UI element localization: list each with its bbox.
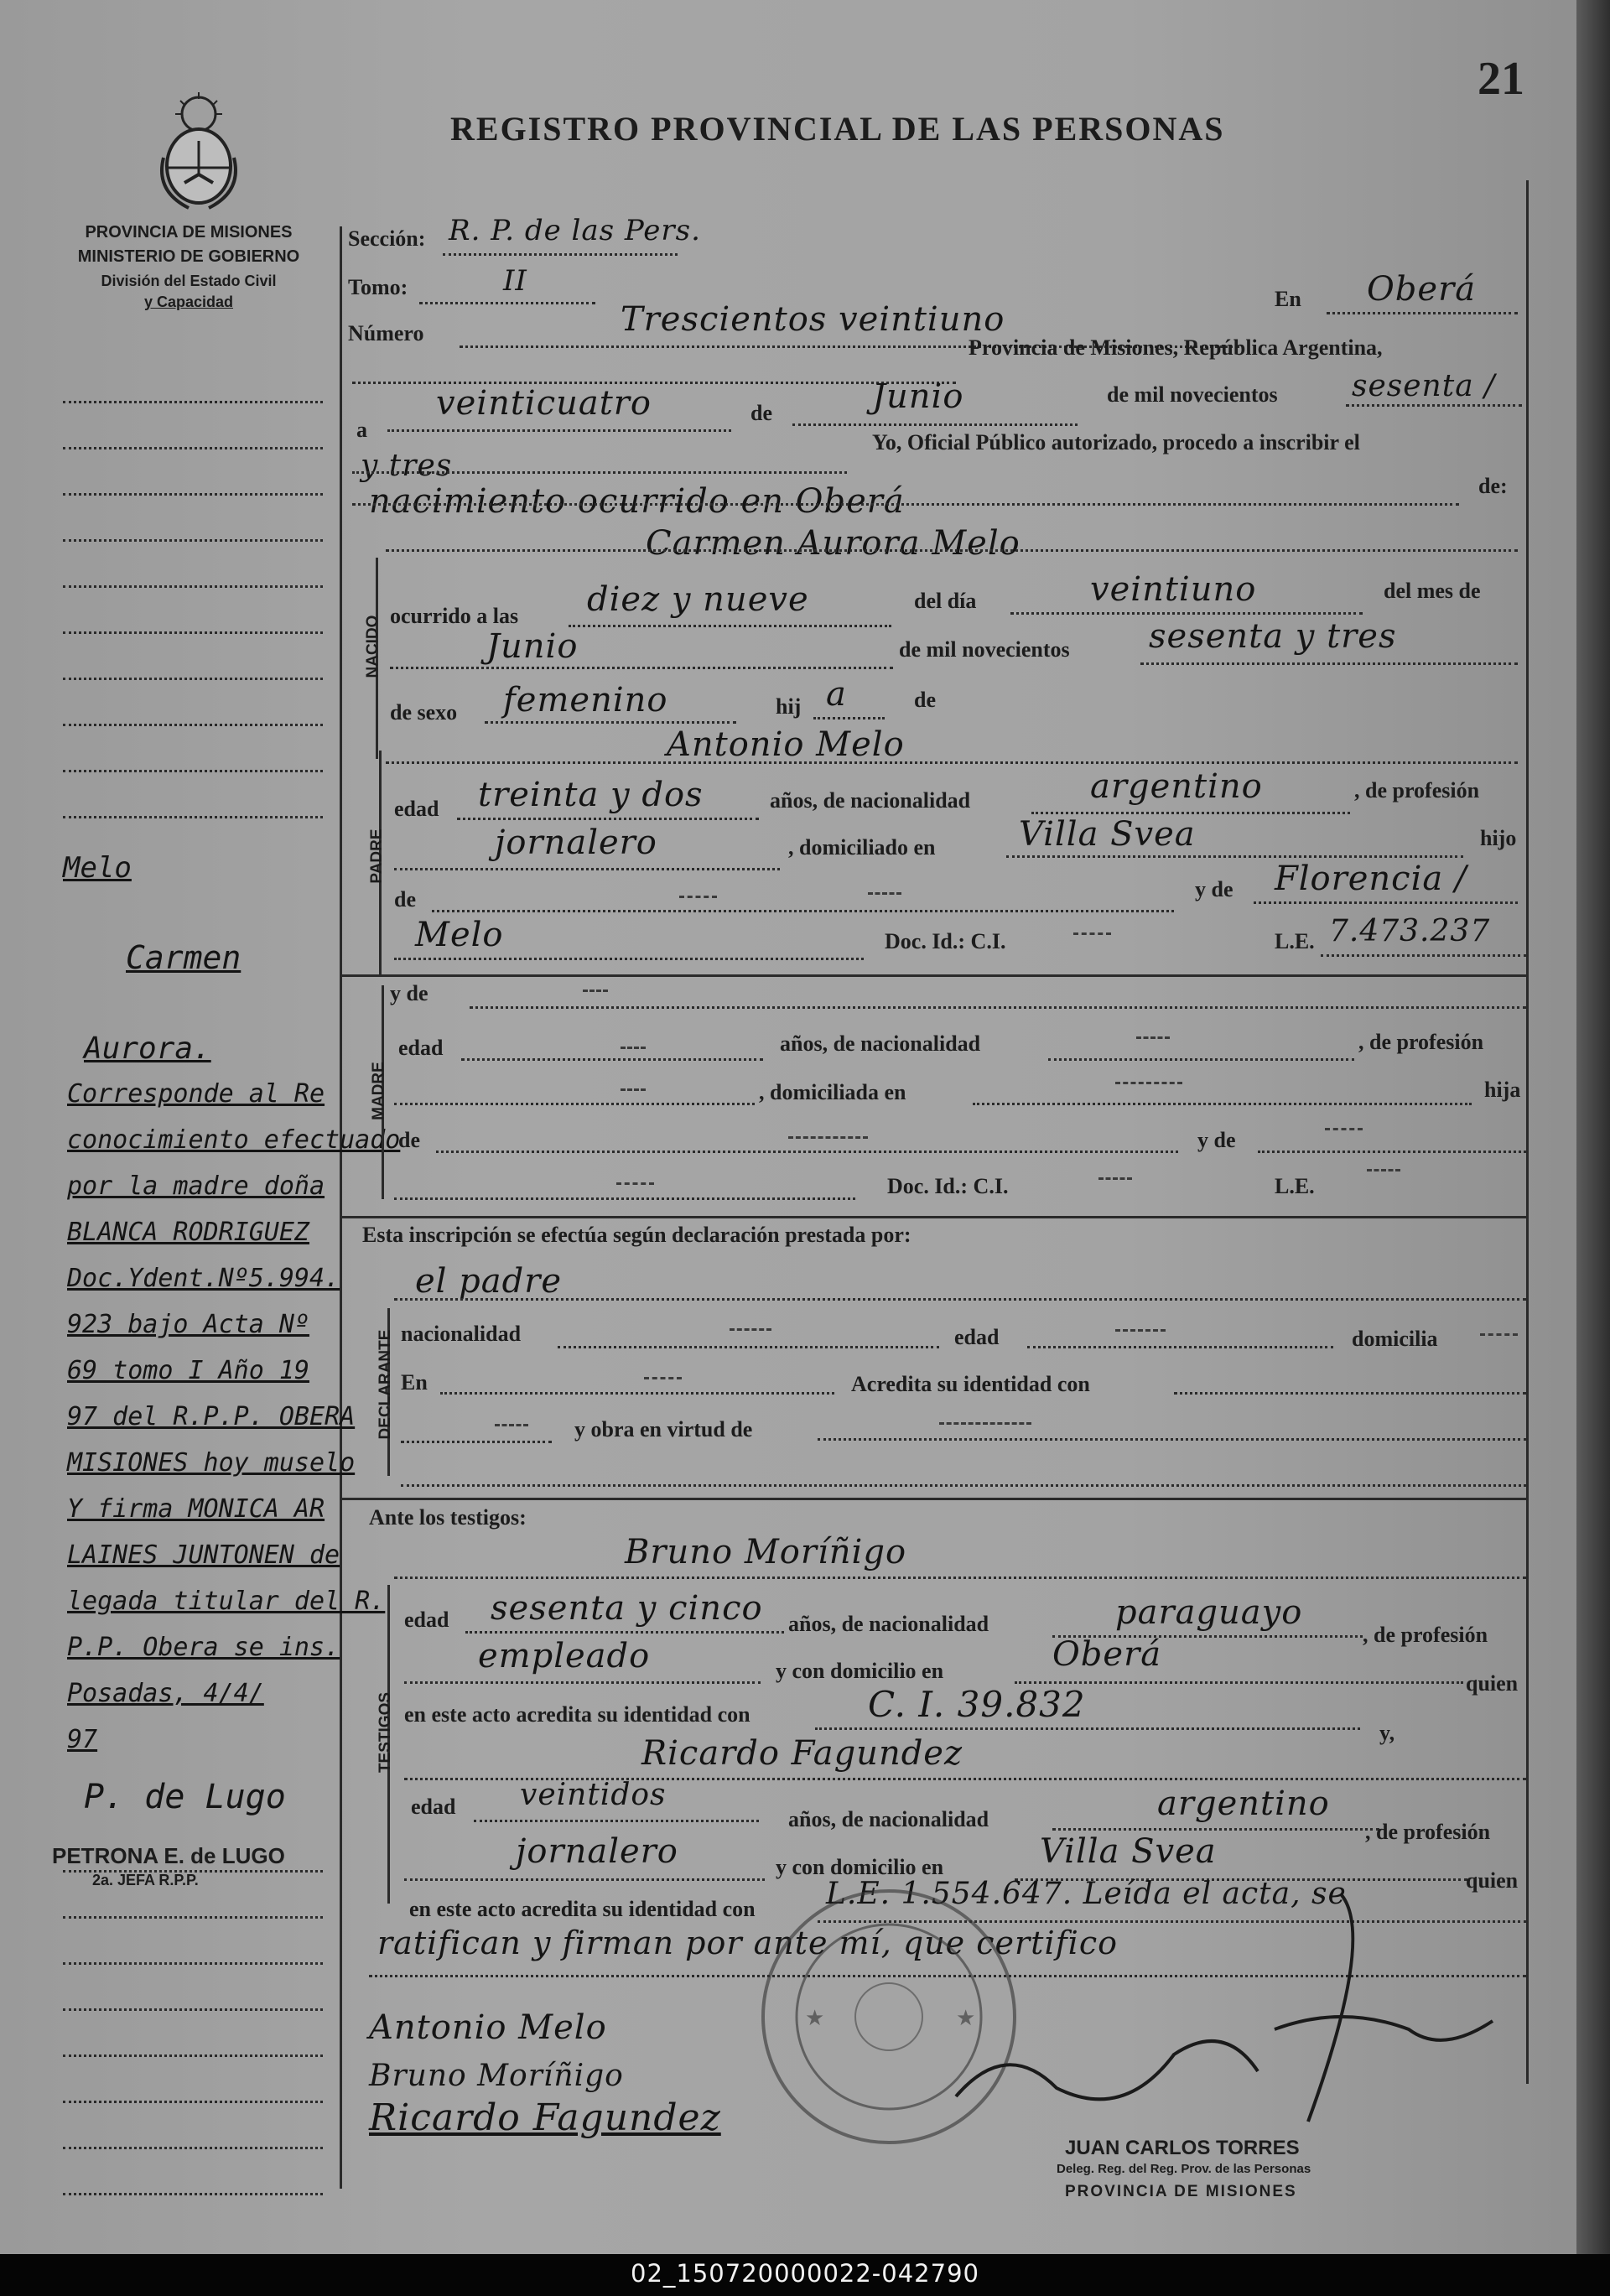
declarante-acredita-label: Acredita su identidad con (851, 1372, 1090, 1396)
testigo2-nombre: Ricardo Fagundez (641, 1734, 963, 1773)
testigo2-quien-label: quien (1466, 1868, 1519, 1893)
declarante-nac-label: nacionalidad (401, 1322, 522, 1346)
testigo1-y-label: y, (1379, 1721, 1395, 1745)
padre-de-label: de (394, 887, 416, 912)
margin-note-line: 97 (67, 1725, 98, 1754)
oficial-label: Yo, Oficial Público autorizado, procedo a inscribir el (872, 430, 1360, 455)
margin-note-line: MISIONES hoy muselo (67, 1448, 356, 1478)
svg-text:★: ★ (805, 2005, 825, 2030)
testigo1-acto-label: en este acto acredita su identidad con (404, 1702, 750, 1727)
hij-label: hij (776, 694, 802, 719)
madre-profesion-label: , de profesión (1358, 1030, 1484, 1054)
testigos-label: Ante los testigos: (369, 1505, 527, 1530)
declarante-nombre: el padre (415, 1262, 563, 1301)
declarante-edad-label: edad (954, 1325, 1000, 1349)
mes-value: Junio (872, 377, 964, 416)
de-mil-nov-label: de mil novecientos (899, 637, 1070, 662)
margin-note-line: legada titular del R. (67, 1587, 386, 1616)
padre-domicilio-label: , domiciliado en (788, 835, 936, 860)
tomo-value: II (503, 264, 527, 298)
testigo1-domicilio-label: y con domicilio en (776, 1659, 944, 1683)
page-title: REGISTRO PROVINCIAL DE LAS PERSONAS (450, 110, 1225, 148)
provincia-label: Provincia de Misiones, República Argentina, (969, 335, 1383, 360)
madre-domicilio-label: , domiciliada en (759, 1080, 906, 1104)
sexo-label: de sexo (390, 700, 458, 725)
madre-y-de-label: y de (390, 981, 428, 1005)
madre-side-label: MADRE (370, 1062, 387, 1120)
padre-edad-label: edad (394, 797, 439, 821)
signature-1: Antonio Melo (369, 2008, 607, 2047)
padre-le-label: L.E. (1275, 929, 1315, 953)
folio-number: 21 (1478, 53, 1524, 105)
margin-note-line: conocimiento efectuado (67, 1125, 401, 1155)
margin-stamp-name: PETRONA E. de LUGO (52, 1843, 285, 1868)
de-sexo-de-label: de (914, 688, 936, 712)
padre-madre-apellido: Melo (415, 916, 504, 954)
margin-note-line: Corresponde al Re (67, 1079, 325, 1109)
testigo1-profesion-label: , de profesión (1363, 1623, 1488, 1647)
madre-le-label: L.E. (1275, 1174, 1315, 1198)
en-label: En (1275, 287, 1301, 311)
testigo1-nombre: Bruno Moríñigo (625, 1533, 907, 1571)
main-frame-left (340, 226, 342, 2189)
seccion-value: R. P. de las Pers. (449, 214, 701, 247)
margin-note-line: 97 del R.P.P. OBERA (67, 1402, 356, 1431)
testigo2-domicilio: Villa Svea (1040, 1832, 1217, 1871)
margin-note-line: 923 bajo Acta Nº (67, 1310, 309, 1339)
testigos-side-label: TESTIGOS (377, 1691, 394, 1774)
ano-nac-value: sesenta y tres (1149, 617, 1397, 656)
sexo-value: femenino (503, 681, 668, 719)
testigo2-profesion-label: , de profesión (1365, 1820, 1491, 1844)
official-title-1: Deleg. Reg. del Reg. Prov. de las Personas (1057, 2162, 1311, 2176)
testigo1-quien-label: quien (1466, 1671, 1519, 1696)
testigo2-edad: veintidos (520, 1778, 667, 1812)
testigo2-profesion: jornalero (516, 1832, 678, 1871)
main-frame-right (1526, 180, 1529, 2084)
testigo1-profesion: empleado (478, 1637, 651, 1675)
testigo2-edad-label: edad (411, 1795, 456, 1819)
ano-part1: sesenta / (1352, 369, 1496, 403)
numero-value: Trescientos veintiuno (621, 300, 1005, 339)
padre-hijo-label: hijo (1480, 826, 1517, 850)
tomo-label: Tomo: (348, 275, 408, 299)
official-name: JUAN CARLOS TORRES (1065, 2137, 1300, 2159)
padre-nacionalidad: argentino (1090, 767, 1263, 806)
padre-domicilio: Villa Svea (1019, 815, 1196, 854)
nacimiento-value: nacimiento ocurrido en Oberá (369, 482, 905, 521)
hora-value: diez y nueve (587, 580, 809, 619)
testigo2-acto-label: en este acto acredita su identidad con (409, 1897, 756, 1921)
margin-note-line: Carmen (126, 939, 242, 976)
margin-note-line: Melo (63, 851, 132, 885)
dia-value: veinticuatro (436, 384, 652, 423)
official-signature (906, 1887, 1543, 2138)
testigo2-nacionalidad: argentino (1157, 1784, 1330, 1823)
margin-stamp-title: 2a. JEFA R.P.P. (92, 1872, 199, 1888)
padre-side-label: PADRE (368, 829, 386, 884)
mil-novecientos-label: de mil novecientos (1107, 382, 1278, 407)
margin-note-line: Posadas, 4/4/ (67, 1679, 264, 1708)
testigo1-nac-label: años, de nacionalidad (788, 1612, 989, 1636)
image-caption: 02_150720000022-042790 (631, 2259, 979, 2288)
margin-note-line: por la madre doña (67, 1171, 325, 1201)
padre-edad-value: treinta y dos (478, 776, 704, 814)
madre-hija-label: hija (1484, 1078, 1521, 1102)
closing-text: ratifican y firman por ante mí, que certifico (377, 1925, 1118, 1961)
padre-profesion: jornalero (495, 823, 657, 862)
mes-nac-value: Junio (486, 627, 579, 666)
margin-note-line: P.P. Obera se ins. (67, 1633, 340, 1662)
nombre-nacido: Carmen Aurora Melo (646, 524, 1021, 563)
padre-nombre: Antonio Melo (667, 725, 905, 764)
margin-note-line: BLANCA RODRIGUEZ (67, 1218, 309, 1247)
testigo1-documento: C. I. 39.832 (868, 1684, 1086, 1725)
margin-note-line: 69 tomo I Año 19 (67, 1356, 309, 1385)
hij-suffix: a (826, 675, 847, 714)
madre-de-label: de (398, 1128, 420, 1152)
seccion-label: Sección: (348, 226, 426, 251)
margin-note-line: Aurora. (84, 1031, 211, 1066)
padre-nac-label: años, de nacionalidad (770, 788, 971, 813)
division-label-2: y Capacidad (143, 293, 234, 310)
padre-le-value: 7.473.237 (1329, 914, 1491, 948)
de-label: de (750, 401, 772, 425)
province-label: PROVINCIA DE MISIONES (85, 223, 293, 242)
declaracion-label: Esta inscripción se efectúa según declaración prestada por: (362, 1223, 911, 1247)
signature-3: Ricardo Fagundez (369, 2096, 721, 2139)
declarante-obra-label: y obra en virtud de (574, 1417, 753, 1441)
numero-label: Número (348, 321, 424, 345)
margin-note-line: P. de Lugo (84, 1778, 286, 1816)
lugar-value: Oberá (1367, 270, 1477, 309)
declarante-side-label: DECLARANTE (377, 1329, 394, 1440)
de-colon-label: de: (1478, 474, 1508, 498)
declarante-en-label: En (401, 1370, 428, 1395)
padre-profesion-label: , de profesión (1354, 778, 1480, 803)
a-label: a (356, 418, 367, 442)
testigo1-nacionalidad: paraguayo (1115, 1593, 1303, 1632)
testigo2-nac-label: años, de nacionalidad (788, 1807, 989, 1831)
nacido-side-label: NACIDO (364, 615, 382, 678)
madre-edad-label: edad (398, 1036, 444, 1060)
padre-doc-label: Doc. Id.: C.I. (885, 929, 1006, 953)
testigo2-domicilio-label: y con domicilio en (776, 1855, 944, 1879)
testigo1-edad: sesenta y cinco (491, 1589, 763, 1628)
declarante-domicilia-label: domicilia (1352, 1327, 1438, 1351)
madre-nac-label: años, de nacionalidad (780, 1031, 981, 1056)
del-dia-label: del día (914, 589, 977, 613)
svg-text:★: ★ (956, 2005, 976, 2030)
madre-y-de2-label: y de (1197, 1128, 1236, 1152)
dia-nac-value: veintiuno (1090, 570, 1257, 609)
padre-madre-nombre: Florencia / (1275, 860, 1467, 898)
book-spine (1576, 0, 1610, 2296)
margin-note-line: Doc.Ydent.Nº5.994. (67, 1264, 340, 1293)
del-mes-label: del mes de (1384, 579, 1481, 603)
ano-part2: y tres (361, 449, 453, 483)
testigo1-edad-label: edad (404, 1608, 449, 1632)
testigo2-documento: L.E. 1.554.647. Leída el acta, se (826, 1877, 1347, 1911)
coat-of-arms-icon (155, 91, 243, 216)
ministry-label: MINISTERIO DE GOBIERNO (77, 247, 300, 266)
margin-note-line: LAINES JUNTONEN de (67, 1540, 340, 1570)
madre-doc-label: Doc. Id.: C.I. (887, 1174, 1009, 1198)
testigo1-domicilio: Oberá (1052, 1635, 1162, 1674)
margin-note-line: Y firma MONICA AR (67, 1494, 325, 1524)
division-label-1: División del Estado Civil (101, 273, 277, 289)
signature-2: Bruno Moríñigo (369, 2059, 624, 2093)
padre-y-de-label: y de (1195, 877, 1233, 901)
official-title-2: PROVINCIA DE MISIONES (1065, 2183, 1297, 2200)
ocurrido-label: ocurrido a las (390, 604, 519, 628)
